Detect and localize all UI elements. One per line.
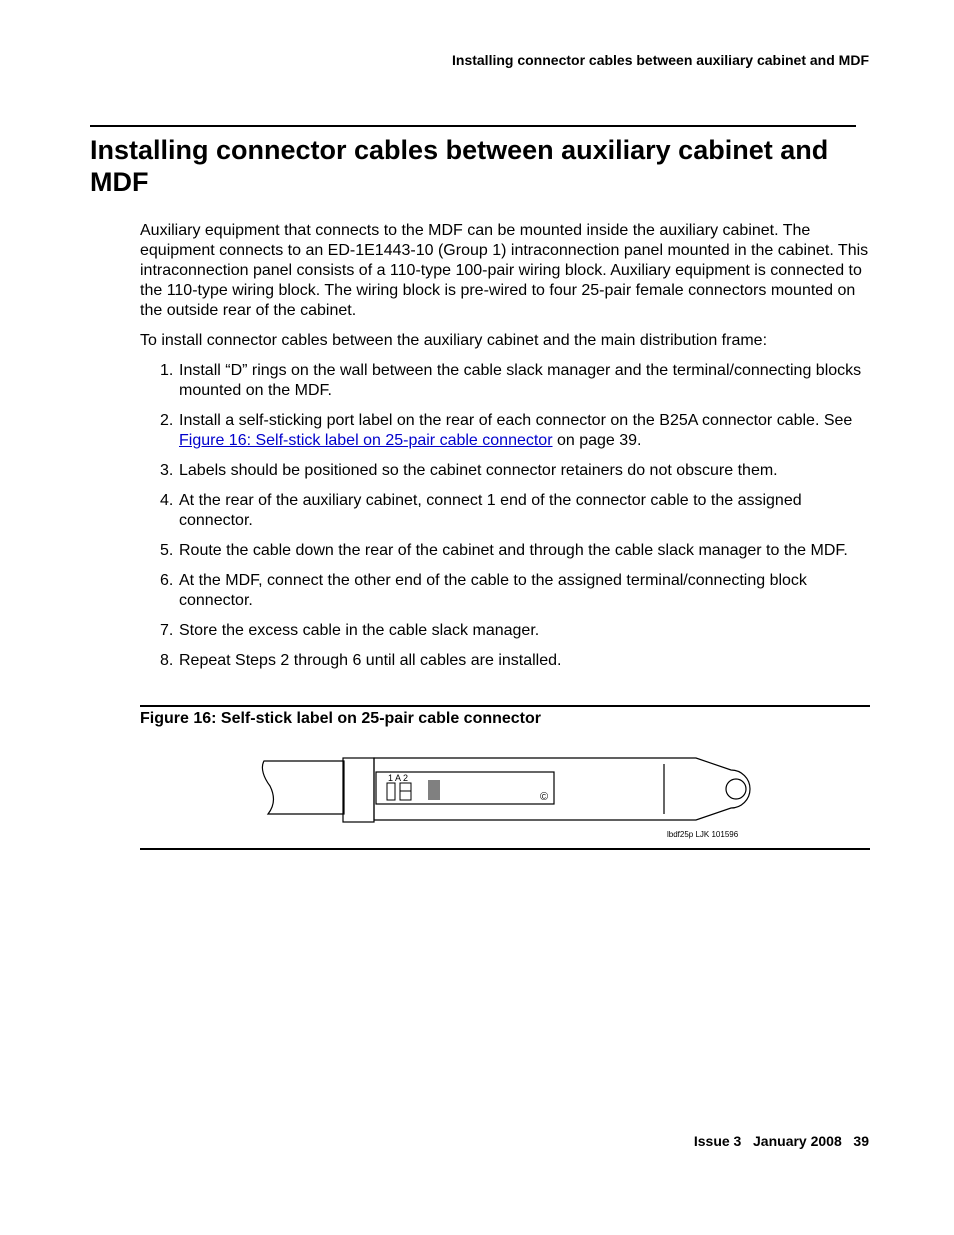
step-text: At the rear of the auxiliary cabinet, connect 1 end of the connector cable to the assigned connector.	[179, 492, 802, 529]
step-item	[160, 491, 872, 531]
footer-date: January 2008	[753, 1133, 842, 1149]
page-title: Installing connector cables between auxiliary cabinet and MDF	[90, 135, 829, 197]
step-text: Labels should be positioned so the cabinet connector retainers do not obscure them.	[179, 462, 778, 479]
step-item	[160, 541, 872, 561]
step-number: 1.	[160, 362, 174, 379]
installation-steps	[160, 361, 872, 681]
connector-illustration	[256, 752, 756, 844]
lead-paragraph: To install connector cables between the auxiliary cabinet and the main distribution frame:	[140, 332, 768, 349]
step-item	[160, 571, 872, 611]
figure-rule-top	[140, 705, 870, 707]
label-box-1	[387, 783, 395, 800]
step-item	[160, 621, 872, 641]
step-item	[160, 361, 872, 401]
connector-collar	[343, 758, 374, 822]
step-text: Install “D” rings on the wall between the cable slack manager and the terminal/connecting blocks mounted on the MDF.	[179, 362, 862, 399]
title-rule	[90, 125, 856, 127]
label-barcode	[429, 780, 439, 800]
page-footer	[694, 1133, 869, 1149]
step-item	[160, 651, 872, 671]
page-number: 39	[853, 1133, 869, 1149]
step-text: At the MDF, connect the other end of the cable to the assigned terminal/connecting block connector.	[179, 572, 807, 609]
connector-body	[374, 758, 750, 820]
label-copyright-mark: ©	[540, 791, 549, 803]
drawing-id: lbdf25p LJK 101596	[667, 830, 739, 839]
step-text: Route the cable down the rear of the cabinet and through the cable slack manager to the MDF.	[179, 542, 848, 559]
label-port-text: 1 A 2	[388, 773, 409, 783]
step-text: Install a self-sticking port label on the rear of each connector on the B25A connector cable. See	[179, 412, 853, 429]
figure-caption: Figure 16: Self-stick label on 25-pair cable connector	[140, 710, 542, 727]
footer-issue: Issue 3	[693, 1133, 742, 1149]
step-number: 2.	[160, 412, 174, 429]
step-number: 5.	[160, 542, 174, 559]
step-number: 3.	[160, 462, 174, 479]
intro-paragraph: Auxiliary equipment that connects to the MDF can be mounted inside the auxiliary cabinet. The equipment connects to an ED-1E1443-10 (Group 1) intraconnection panel mounted in the cabinet. This intraconnection panel consists of a 110-type 100-pair wiring block. Auxiliary equipment is connected to the 110-type wiring block. The wiring block is pre-wired to four 25-pair female connectors mounted on the outside rear of the cabinet.	[140, 222, 869, 319]
figure-rule-bottom	[140, 848, 870, 850]
running-header: Installing connector cables between auxiliary cabinet and MDF	[452, 52, 869, 68]
step-number: 4.	[160, 492, 174, 509]
cable-body	[262, 761, 344, 814]
step-number: 7.	[160, 622, 174, 639]
step-item	[160, 411, 872, 451]
figure-16-link[interactable]: Figure 16: Self-stick label on 25-pair cable connector	[179, 432, 553, 449]
step-text: Store the excess cable in the cable slack manager.	[179, 622, 540, 639]
step-text: Repeat Steps 2 through 6 until all cables are installed.	[179, 652, 562, 669]
step-item	[160, 461, 872, 481]
step-text-after: on page 39.	[552, 432, 642, 449]
mounting-hole	[726, 779, 746, 799]
step-number: 6.	[160, 572, 174, 589]
step-number: 8.	[160, 652, 174, 669]
